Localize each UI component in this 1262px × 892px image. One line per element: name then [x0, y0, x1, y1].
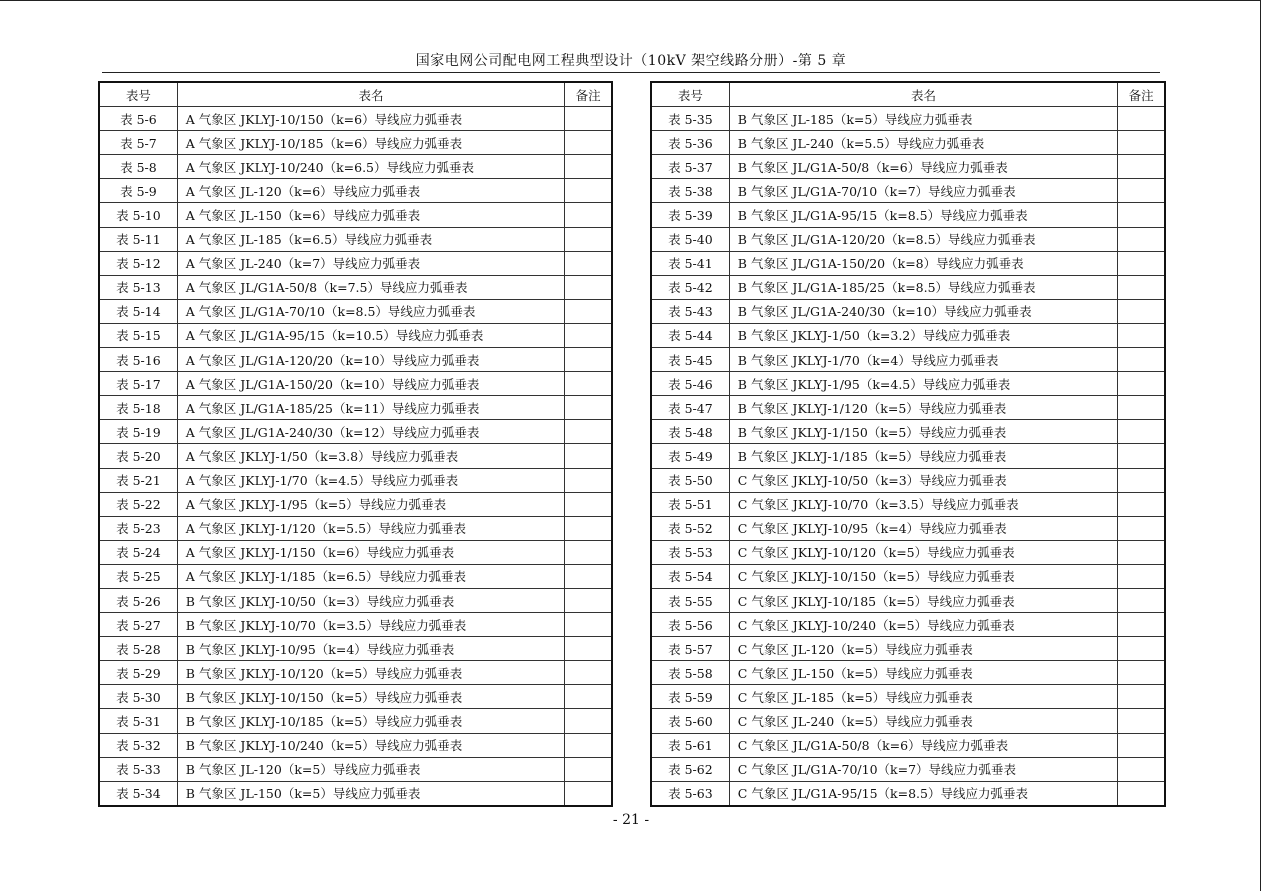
- table-name-cell: A 气象区 JL/G1A-120/20（k=10）导线应力弧垂表: [177, 348, 565, 372]
- table-name-cell: C 气象区 JKLYJ-10/150（k=5）导线应力弧垂表: [729, 564, 1118, 588]
- table-name-cell: B 气象区 JKLYJ-10/95（k=4）导线应力弧垂表: [177, 637, 565, 661]
- table-number-cell: 表 5-22: [99, 492, 177, 516]
- table-row: [99, 492, 612, 516]
- page-number: - 21 -: [612, 812, 650, 828]
- table-remark-cell: [1118, 275, 1165, 299]
- table-row: [99, 251, 612, 275]
- table-number-cell: 表 5-7: [99, 131, 177, 155]
- table-name-cell: C 气象区 JL-185（k=5）导线应力弧垂表: [729, 685, 1118, 709]
- table-remark-cell: [565, 637, 612, 661]
- table-name-cell: C 气象区 JL-240（k=5）导线应力弧垂表: [729, 709, 1118, 733]
- table-remark-cell: [565, 733, 612, 757]
- table-row: [651, 709, 1165, 733]
- table-name-cell: B 气象区 JL-240（k=5.5）导线应力弧垂表: [729, 131, 1118, 155]
- table-name-cell: B 气象区 JL-150（k=5）导线应力弧垂表: [177, 781, 565, 806]
- table-name-cell: A 气象区 JL/G1A-240/30（k=12）导线应力弧垂表: [177, 420, 565, 444]
- table-remark-cell: [1118, 396, 1165, 420]
- table-row: [99, 564, 612, 588]
- table-number-cell: 表 5-62: [651, 757, 729, 781]
- table-row: [651, 613, 1165, 637]
- table-name-cell: A 气象区 JKLYJ-1/150（k=6）导线应力弧垂表: [177, 540, 565, 564]
- table-name-cell: B 气象区 JKLYJ-10/70（k=3.5）导线应力弧垂表: [177, 613, 565, 637]
- table-name-cell: C 气象区 JKLYJ-10/120（k=5）导线应力弧垂表: [729, 540, 1118, 564]
- table-name-cell: B 气象区 JL/G1A-120/20（k=8.5）导线应力弧垂表: [729, 227, 1118, 251]
- table-number-cell: 表 5-57: [651, 637, 729, 661]
- column-header-name: 表名: [177, 82, 565, 107]
- table-number-cell: 表 5-60: [651, 709, 729, 733]
- table-name-cell: C 气象区 JKLYJ-10/50（k=3）导线应力弧垂表: [729, 468, 1118, 492]
- table-name-cell: A 气象区 JL-185（k=6.5）导线应力弧垂表: [177, 227, 565, 251]
- header-rule: [102, 72, 1160, 73]
- table-row: [99, 420, 612, 444]
- table-remark-cell: [565, 420, 612, 444]
- table-number-cell: 表 5-24: [99, 540, 177, 564]
- table-row: [651, 251, 1165, 275]
- table-name-cell: B 气象区 JKLYJ-10/240（k=5）导线应力弧垂表: [177, 733, 565, 757]
- table-remark-cell: [565, 661, 612, 685]
- table-number-cell: 表 5-46: [651, 372, 729, 396]
- column-header-remark: 备注: [1118, 82, 1165, 107]
- table-row: [651, 685, 1165, 709]
- table-number-cell: 表 5-35: [651, 107, 729, 131]
- table-row: [651, 564, 1165, 588]
- table-name-cell: B 气象区 JL/G1A-50/8（k=6）导线应力弧垂表: [729, 155, 1118, 179]
- table-name-cell: A 气象区 JL/G1A-95/15（k=10.5）导线应力弧垂表: [177, 323, 565, 347]
- table-name-cell: C 气象区 JL/G1A-50/8（k=6）导线应力弧垂表: [729, 733, 1118, 757]
- table-body-right: [651, 107, 1165, 806]
- table-number-cell: 表 5-42: [651, 275, 729, 299]
- table-name-cell: A 气象区 JL/G1A-70/10（k=8.5）导线应力弧垂表: [177, 299, 565, 323]
- table-body-left: [99, 107, 612, 806]
- table-remark-cell: [1118, 661, 1165, 685]
- table-number-cell: 表 5-28: [99, 637, 177, 661]
- table-row: [99, 348, 612, 372]
- table-number-cell: 表 5-56: [651, 613, 729, 637]
- table-row: [651, 516, 1165, 540]
- table-remark-cell: [1118, 757, 1165, 781]
- table-remark-cell: [1118, 492, 1165, 516]
- table-row: [651, 348, 1165, 372]
- table-remark-cell: [565, 685, 612, 709]
- table-number-cell: 表 5-14: [99, 299, 177, 323]
- table-number-cell: 表 5-41: [651, 251, 729, 275]
- table-row: [99, 155, 612, 179]
- table-name-cell: C 气象区 JKLYJ-10/185（k=5）导线应力弧垂表: [729, 588, 1118, 612]
- table-row: [651, 420, 1165, 444]
- table-row: [651, 540, 1165, 564]
- table-name-cell: B 气象区 JKLYJ-10/50（k=3）导线应力弧垂表: [177, 588, 565, 612]
- table-remark-cell: [565, 179, 612, 203]
- table-name-cell: B 气象区 JKLYJ-1/185（k=5）导线应力弧垂表: [729, 444, 1118, 468]
- table-number-cell: 表 5-9: [99, 179, 177, 203]
- table-row: [99, 685, 612, 709]
- table-row: [651, 444, 1165, 468]
- table-remark-cell: [565, 227, 612, 251]
- table-number-cell: 表 5-6: [99, 107, 177, 131]
- table-number-cell: 表 5-49: [651, 444, 729, 468]
- table-remark-cell: [565, 588, 612, 612]
- table-row: [651, 661, 1165, 685]
- table-remark-cell: [1118, 516, 1165, 540]
- table-number-cell: 表 5-12: [99, 251, 177, 275]
- table-header-row: [651, 82, 1165, 107]
- table-row: [651, 155, 1165, 179]
- table-remark-cell: [1118, 155, 1165, 179]
- table-row: [99, 299, 612, 323]
- table-row: [651, 637, 1165, 661]
- table-row: [99, 516, 612, 540]
- table-number-cell: 表 5-26: [99, 588, 177, 612]
- table-remark-cell: [1118, 468, 1165, 492]
- table-name-cell: A 气象区 JL-150（k=6）导线应力弧垂表: [177, 203, 565, 227]
- table-name-cell: B 气象区 JKLYJ-1/70（k=4）导线应力弧垂表: [729, 348, 1118, 372]
- table-number-cell: 表 5-36: [651, 131, 729, 155]
- table-name-cell: B 气象区 JKLYJ-10/185（k=5）导线应力弧垂表: [177, 709, 565, 733]
- table-row: [99, 275, 612, 299]
- table-number-cell: 表 5-33: [99, 757, 177, 781]
- table-row: [99, 372, 612, 396]
- table-number-cell: 表 5-43: [651, 299, 729, 323]
- table-name-cell: B 气象区 JKLYJ-1/150（k=5）导线应力弧垂表: [729, 420, 1118, 444]
- table-number-cell: 表 5-59: [651, 685, 729, 709]
- column-header-number: 表号: [99, 82, 177, 107]
- table-row: [651, 107, 1165, 131]
- table-number-cell: 表 5-44: [651, 323, 729, 347]
- table-index-left: [98, 81, 613, 807]
- table-row: [99, 468, 612, 492]
- table-number-cell: 表 5-50: [651, 468, 729, 492]
- table-number-cell: 表 5-63: [651, 781, 729, 806]
- table-row: [99, 203, 612, 227]
- table-row: [651, 131, 1165, 155]
- table-number-cell: 表 5-21: [99, 468, 177, 492]
- table-remark-cell: [565, 131, 612, 155]
- table-number-cell: 表 5-13: [99, 275, 177, 299]
- table-name-cell: A 气象区 JL/G1A-185/25（k=11）导线应力弧垂表: [177, 396, 565, 420]
- table-row: [651, 492, 1165, 516]
- table-number-cell: 表 5-53: [651, 540, 729, 564]
- table-row: [99, 107, 612, 131]
- table-remark-cell: [565, 613, 612, 637]
- table-name-cell: A 气象区 JKLYJ-1/95（k=5）导线应力弧垂表: [177, 492, 565, 516]
- table-name-cell: A 气象区 JL/G1A-50/8（k=7.5）导线应力弧垂表: [177, 275, 565, 299]
- table-row: [99, 323, 612, 347]
- table-name-cell: C 气象区 JL-120（k=5）导线应力弧垂表: [729, 637, 1118, 661]
- table-row: [651, 323, 1165, 347]
- table-number-cell: 表 5-55: [651, 588, 729, 612]
- table-number-cell: 表 5-11: [99, 227, 177, 251]
- table-remark-cell: [565, 299, 612, 323]
- table-name-cell: C 气象区 JL/G1A-70/10（k=7）导线应力弧垂表: [729, 757, 1118, 781]
- table-number-cell: 表 5-16: [99, 348, 177, 372]
- table-header-row: [99, 82, 612, 107]
- table-row: [651, 468, 1165, 492]
- table-name-cell: C 气象区 JKLYJ-10/240（k=5）导线应力弧垂表: [729, 613, 1118, 637]
- table-number-cell: 表 5-23: [99, 516, 177, 540]
- table-row: [99, 661, 612, 685]
- table-remark-cell: [565, 757, 612, 781]
- table-remark-cell: [1118, 709, 1165, 733]
- table-remark-cell: [565, 275, 612, 299]
- table-row: [99, 131, 612, 155]
- table-number-cell: 表 5-39: [651, 203, 729, 227]
- table-remark-cell: [1118, 444, 1165, 468]
- table-row: [99, 613, 612, 637]
- table-remark-cell: [1118, 203, 1165, 227]
- table-name-cell: C 气象区 JKLYJ-10/95（k=4）导线应力弧垂表: [729, 516, 1118, 540]
- table-remark-cell: [1118, 372, 1165, 396]
- table-name-cell: B 气象区 JKLYJ-1/50（k=3.2）导线应力弧垂表: [729, 323, 1118, 347]
- table-name-cell: B 气象区 JKLYJ-1/120（k=5）导线应力弧垂表: [729, 396, 1118, 420]
- table-remark-cell: [565, 323, 612, 347]
- table-remark-cell: [1118, 420, 1165, 444]
- table-remark-cell: [565, 540, 612, 564]
- table-name-cell: A 气象区 JL/G1A-150/20（k=10）导线应力弧垂表: [177, 372, 565, 396]
- table-row: [99, 540, 612, 564]
- table-name-cell: B 气象区 JL/G1A-240/30（k=10）导线应力弧垂表: [729, 299, 1118, 323]
- table-name-cell: A 气象区 JKLYJ-1/50（k=3.8）导线应力弧垂表: [177, 444, 565, 468]
- table-number-cell: 表 5-51: [651, 492, 729, 516]
- table-number-cell: 表 5-8: [99, 155, 177, 179]
- table-remark-cell: [1118, 685, 1165, 709]
- table-name-cell: A 气象区 JKLYJ-1/185（k=6.5）导线应力弧垂表: [177, 564, 565, 588]
- table-remark-cell: [1118, 251, 1165, 275]
- table-remark-cell: [1118, 179, 1165, 203]
- table-remark-cell: [565, 516, 612, 540]
- table-remark-cell: [565, 155, 612, 179]
- table-row: [99, 733, 612, 757]
- column-header-number: 表号: [651, 82, 729, 107]
- table-remark-cell: [565, 444, 612, 468]
- table-name-cell: C 气象区 JL/G1A-95/15（k=8.5）导线应力弧垂表: [729, 781, 1118, 806]
- table-row: [99, 637, 612, 661]
- table-name-cell: A 气象区 JL-240（k=7）导线应力弧垂表: [177, 251, 565, 275]
- table-name-cell: A 气象区 JKLYJ-10/240（k=6.5）导线应力弧垂表: [177, 155, 565, 179]
- table-number-cell: 表 5-37: [651, 155, 729, 179]
- table-row: [99, 179, 612, 203]
- table-number-cell: 表 5-34: [99, 781, 177, 806]
- table-number-cell: 表 5-38: [651, 179, 729, 203]
- table-row: [99, 781, 612, 806]
- table-name-cell: B 气象区 JKLYJ-10/120（k=5）导线应力弧垂表: [177, 661, 565, 685]
- table-remark-cell: [565, 468, 612, 492]
- table-number-cell: 表 5-40: [651, 227, 729, 251]
- table-remark-cell: [565, 781, 612, 806]
- table-number-cell: 表 5-58: [651, 661, 729, 685]
- table-remark-cell: [1118, 733, 1165, 757]
- table-number-cell: 表 5-47: [651, 396, 729, 420]
- table-remark-cell: [1118, 613, 1165, 637]
- table-number-cell: 表 5-52: [651, 516, 729, 540]
- column-header-remark: 备注: [565, 82, 612, 107]
- table-name-cell: B 气象区 JL/G1A-70/10（k=7）导线应力弧垂表: [729, 179, 1118, 203]
- table-remark-cell: [565, 348, 612, 372]
- page-header-title: 国家电网公司配电网工程典型设计（10kV 架空线路分册）-第 5 章: [415, 53, 847, 69]
- table-row: [651, 757, 1165, 781]
- table-remark-cell: [1118, 564, 1165, 588]
- table-name-cell: B 气象区 JKLYJ-10/150（k=5）导线应力弧垂表: [177, 685, 565, 709]
- table-row: [99, 227, 612, 251]
- table-remark-cell: [1118, 107, 1165, 131]
- table-name-cell: B 气象区 JL/G1A-150/20（k=8）导线应力弧垂表: [729, 251, 1118, 275]
- table-row: [99, 444, 612, 468]
- table-remark-cell: [1118, 227, 1165, 251]
- table-row: [99, 588, 612, 612]
- table-row: [651, 588, 1165, 612]
- table-name-cell: B 气象区 JL-120（k=5）导线应力弧垂表: [177, 757, 565, 781]
- table-row: [651, 179, 1165, 203]
- table-row: [651, 372, 1165, 396]
- table-name-cell: C 气象区 JKLYJ-10/70（k=3.5）导线应力弧垂表: [729, 492, 1118, 516]
- table-number-cell: 表 5-30: [99, 685, 177, 709]
- table-number-cell: 表 5-61: [651, 733, 729, 757]
- table-row: [99, 396, 612, 420]
- table-row: [99, 709, 612, 733]
- table-name-cell: A 气象区 JKLYJ-10/185（k=6）导线应力弧垂表: [177, 131, 565, 155]
- table-name-cell: C 气象区 JL-150（k=5）导线应力弧垂表: [729, 661, 1118, 685]
- table-number-cell: 表 5-48: [651, 420, 729, 444]
- table-remark-cell: [565, 372, 612, 396]
- table-remark-cell: [1118, 131, 1165, 155]
- table-remark-cell: [565, 251, 612, 275]
- table-name-cell: B 气象区 JL-185（k=5）导线应力弧垂表: [729, 107, 1118, 131]
- table-remark-cell: [1118, 323, 1165, 347]
- table-remark-cell: [1118, 588, 1165, 612]
- table-name-cell: A 气象区 JL-120（k=6）导线应力弧垂表: [177, 179, 565, 203]
- table-index-right: [650, 81, 1166, 807]
- table-remark-cell: [1118, 348, 1165, 372]
- table-remark-cell: [1118, 781, 1165, 806]
- table-number-cell: 表 5-31: [99, 709, 177, 733]
- table-remark-cell: [1118, 637, 1165, 661]
- table-number-cell: 表 5-20: [99, 444, 177, 468]
- table-number-cell: 表 5-17: [99, 372, 177, 396]
- table-remark-cell: [1118, 299, 1165, 323]
- table-name-cell: B 气象区 JKLYJ-1/95（k=4.5）导线应力弧垂表: [729, 372, 1118, 396]
- table-remark-cell: [1118, 540, 1165, 564]
- table-number-cell: 表 5-10: [99, 203, 177, 227]
- table-number-cell: 表 5-15: [99, 323, 177, 347]
- table-number-cell: 表 5-18: [99, 396, 177, 420]
- table-number-cell: 表 5-29: [99, 661, 177, 685]
- table-remark-cell: [565, 564, 612, 588]
- table-remark-cell: [565, 492, 612, 516]
- table-number-cell: 表 5-19: [99, 420, 177, 444]
- table-name-cell: A 气象区 JKLYJ-10/150（k=6）导线应力弧垂表: [177, 107, 565, 131]
- table-row: [99, 757, 612, 781]
- table-name-cell: A 气象区 JKLYJ-1/120（k=5.5）导线应力弧垂表: [177, 516, 565, 540]
- table-name-cell: A 气象区 JKLYJ-1/70（k=4.5）导线应力弧垂表: [177, 468, 565, 492]
- table-row: [651, 781, 1165, 806]
- table-row: [651, 299, 1165, 323]
- table-row: [651, 733, 1165, 757]
- column-header-name: 表名: [729, 82, 1118, 107]
- table-remark-cell: [565, 396, 612, 420]
- table-name-cell: B 气象区 JL/G1A-185/25（k=8.5）导线应力弧垂表: [729, 275, 1118, 299]
- table-remark-cell: [565, 709, 612, 733]
- table-remark-cell: [565, 107, 612, 131]
- table-number-cell: 表 5-54: [651, 564, 729, 588]
- table-number-cell: 表 5-25: [99, 564, 177, 588]
- table-number-cell: 表 5-32: [99, 733, 177, 757]
- table-name-cell: B 气象区 JL/G1A-95/15（k=8.5）导线应力弧垂表: [729, 203, 1118, 227]
- table-number-cell: 表 5-45: [651, 348, 729, 372]
- table-remark-cell: [565, 203, 612, 227]
- table-row: [651, 396, 1165, 420]
- table-row: [651, 227, 1165, 251]
- table-row: [651, 203, 1165, 227]
- table-row: [651, 275, 1165, 299]
- table-number-cell: 表 5-27: [99, 613, 177, 637]
